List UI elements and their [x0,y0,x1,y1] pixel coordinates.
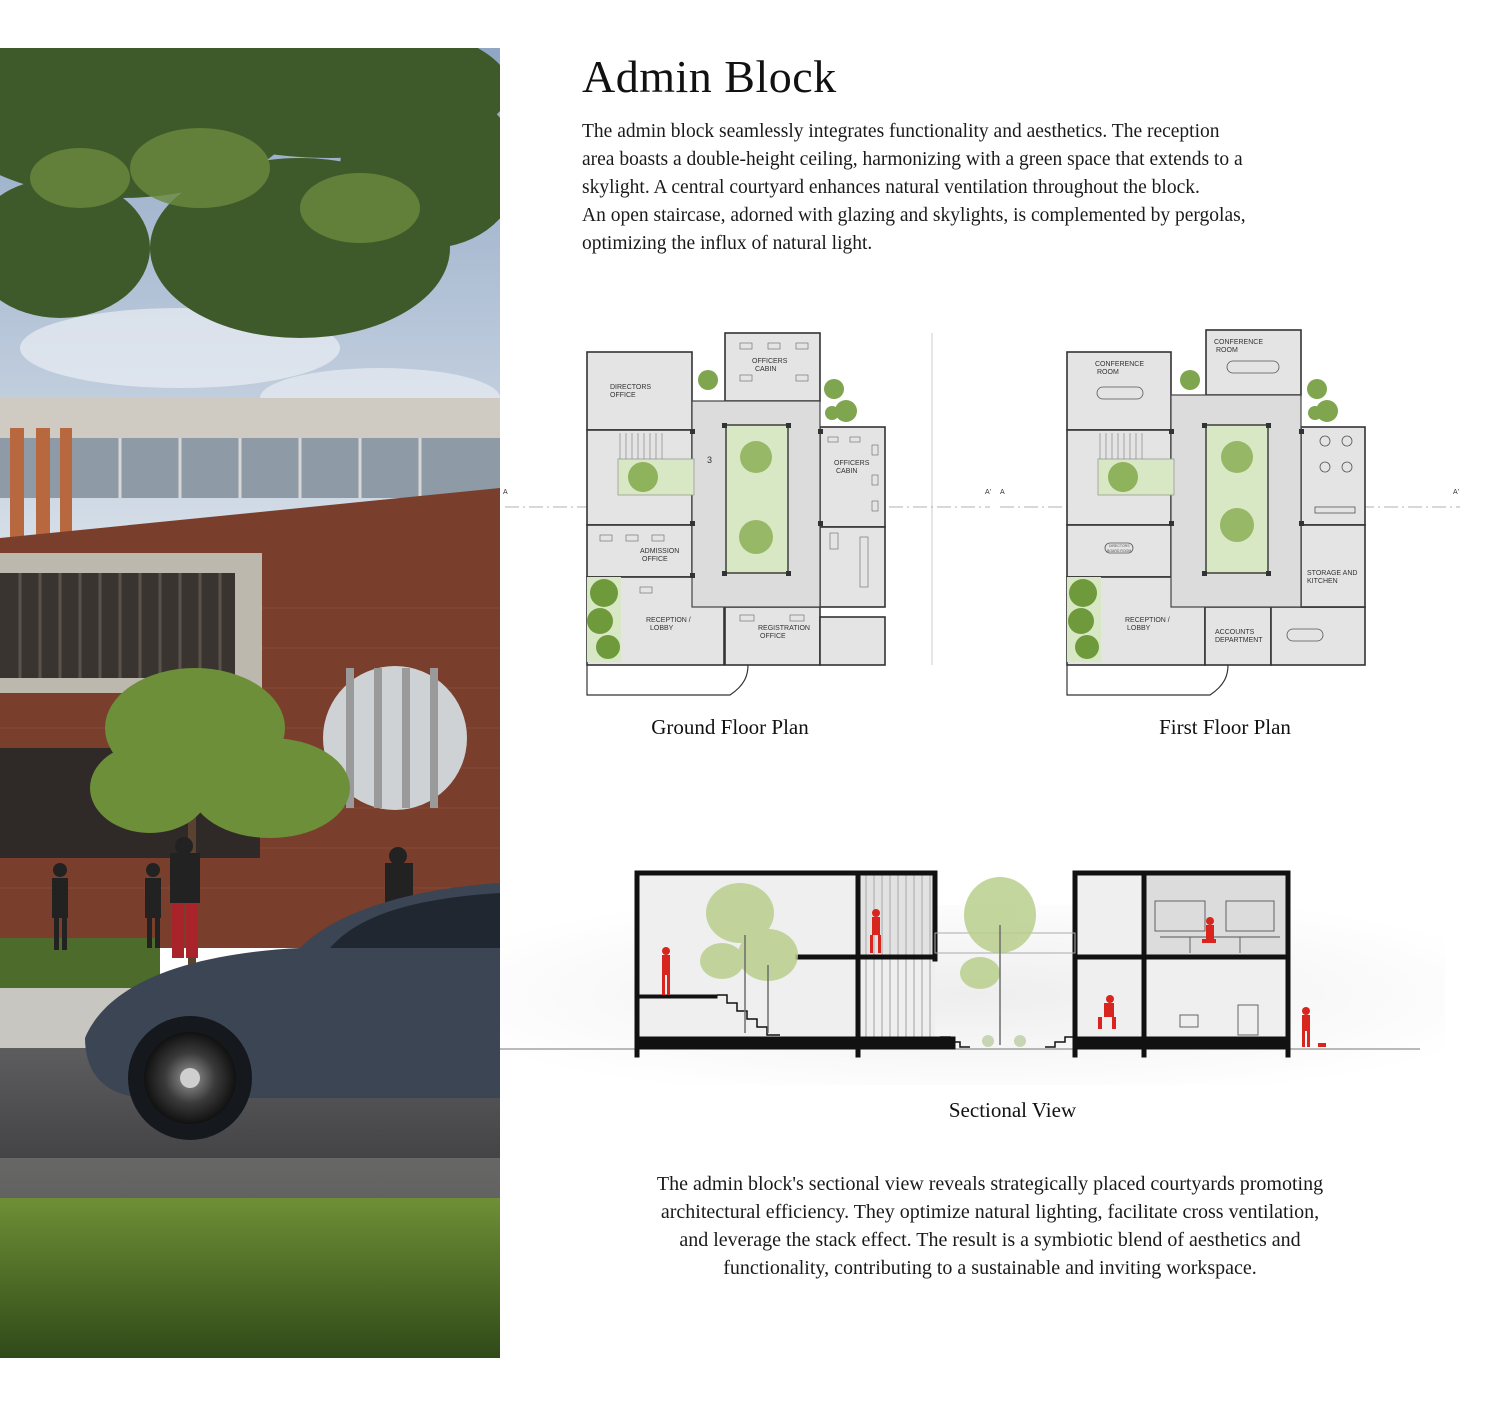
room-label: ACCOUNTS [1215,629,1255,636]
room-label: CABIN [755,366,777,373]
outro-line: functionality, contributing to a sustainable and inviting workspace. [723,1257,1257,1279]
section-mark-a-prime: A' [985,489,992,496]
intro-line: optimizing the influx of natural light. [582,233,873,254]
room-label: DIRECTORS [1109,544,1130,548]
room-label: OFFICE [642,556,668,563]
room-label: LOBBY [650,625,674,632]
intro-line: An open staircase, adorned with glazing and skylights, is complemented by pergolas, [582,205,1246,226]
ground-floor-caption: Ground Floor Plan [651,715,809,739]
room-label: RECEPTION / [1125,617,1170,624]
room-label: STORAGE AND [1307,570,1358,577]
room-label: CONFERENCE [1095,361,1145,368]
section-mark-a: A [503,489,508,496]
room-label: ADMISSION [640,548,680,555]
outro-paragraph [560,1170,1420,1282]
room-label: CONFERENCE [1214,339,1264,346]
intro-line: skylight. A central courtyard enhances natural ventilation throughout the block. [582,177,1200,198]
intro-line: The admin block seamlessly integrates functionality and aesthetics. The reception [582,121,1220,142]
intro-line: area boasts a double-height ceiling, harmonizing with a green space that extends to a [582,149,1243,170]
outro-line: architectural efficiency. They optimize natural lighting, facilitate cross ventilation, [660,1201,1320,1223]
section-caption: Sectional View [948,1098,1077,1122]
room-label: KITCHEN [1307,578,1338,585]
room-label: OFFICERS [834,460,870,467]
sectional-view [500,865,1445,1094]
first-floor-caption: First Floor Plan [1159,715,1291,739]
outro-line: and leverage the stack effect. The result is a symbiotic blend of aesthetics and [679,1229,1301,1251]
room-label: DIRECTORS [610,384,652,391]
room-label: BOARD ROOM [1107,549,1132,553]
section-mark-a: A [1000,489,1005,496]
room-label: OFFICERS [752,358,788,365]
first-floor-plan [995,325,1465,709]
room-label: OFFICE [760,633,786,640]
room-label: OFFICE [610,392,636,399]
room-label: ROOM [1216,347,1238,354]
exterior-render [0,48,500,1358]
section-mark-a-prime: A' [1453,489,1460,496]
room-label: DEPARTMENT [1215,637,1263,644]
room-label: ROOM [1097,369,1119,376]
intro-paragraph [582,118,1392,258]
room-label: CABIN [836,468,858,475]
outro-line: The admin block's sectional view reveals strategically placed courtyards promoting [656,1173,1324,1195]
room-label: LOBBY [1127,625,1151,632]
room-label: REGISTRATION [758,625,810,632]
ground-floor-plan [500,325,1000,709]
stair-number: 3 [707,455,713,465]
page-title: Admin Block [582,51,837,102]
room-label: RECEPTION / [646,617,691,624]
